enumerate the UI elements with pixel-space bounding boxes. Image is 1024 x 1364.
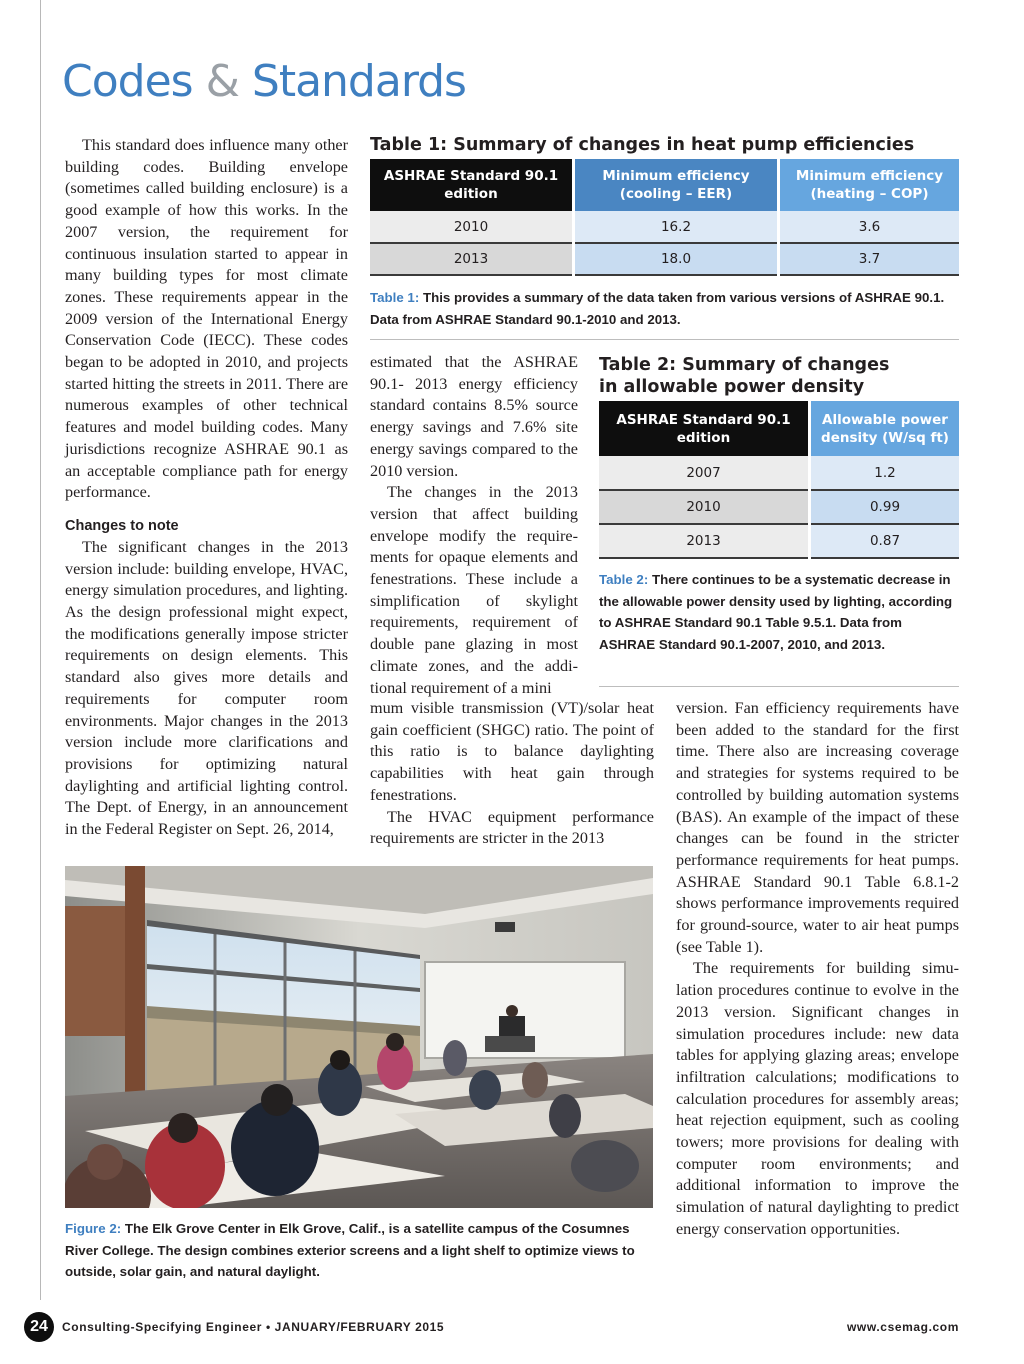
table2-cell: 2013 (599, 524, 810, 558)
table1-cell: 3.6 (779, 211, 960, 243)
table2-row (599, 456, 959, 490)
col2-paragraph-2-continued: mum visible transmission (VT)/solar heat gain coefficient (SHGC) ratio. The point of this ratio is to balance daylighting capabilities with heat gain through fenestrations. (370, 699, 654, 804)
col1-paragraph-2: The significant changes in the 2013 version include: building envelope, HVAC, energy simulation procedures, and lighting. As the design professional might expect, the modifications generally impose stricter requirements on design elements. This standard also gives more details and requirements for computer room environments. Major changes in the 2013 version include more clarifications and provisions for optimizing natural daylighting and artificial lighting control. The Dept. of Energy, in an announcement in the Federal Register on Sept. 26, 2014, (65, 537, 348, 839)
col2-paragraph-3: The HVAC equipment performance requirements are stricter in the 2013 (370, 807, 654, 848)
table1-header-cooling: Minimum efficiency (cooling – EER) (574, 159, 779, 211)
table1-title: Table 1: Summary of changes in heat pump efficiencies (370, 135, 915, 155)
table1-row (370, 243, 959, 275)
figure2-caption-text: The Elk Grove Center in Elk Grove, Calif., is a satellite campus of the Cosumnes River College. The design combines exterior screens and a light shelf to optimize views to outside, solar gain, and natural daylight. (65, 1221, 635, 1280)
table1 (370, 159, 959, 276)
table1-cell: 2013 (370, 243, 574, 275)
table2-cell: 0.87 (810, 524, 960, 558)
table1-caption-label: Table 1: (370, 290, 420, 305)
table2-cell: 2007 (599, 456, 810, 490)
col3-paragraph-2: The requirements for building simulation procedures continue to evolve in the 2013 version. Significant changes in simulation procedures include: new data tables for applying glazing areas; envelope infiltration calculations; modifications to calculation procedures for assembly areas; heat rejection equipment, such as cooling towers; more provisions for dealing with computer room environments; and additional information to improve the simulation of natural daylighting to predict energy conservation opportunities. (676, 959, 959, 1238)
table1-cell: 3.7 (779, 243, 960, 275)
table1-row (370, 211, 959, 243)
table2-row (599, 490, 959, 524)
col2-paragraph-2: The changes in the 2013 version that affect building envelope modify the requirements for opaque elements and fenestrations. These include a simplification of skylight requirements, requirement of double pane glazing in most climate zones, and the additional requirement of a mini (370, 483, 578, 697)
table2-divider (599, 686, 959, 687)
table2-cell: 2010 (599, 490, 810, 524)
table1-cell: 16.2 (574, 211, 779, 243)
page-margin-rule (40, 0, 41, 1300)
column-1 (65, 135, 348, 841)
table2-cell: 1.2 (810, 456, 960, 490)
table2 (599, 401, 959, 559)
table1-header-heating: Minimum efficiency (heating – COP) (779, 159, 960, 211)
table1-cell: 2010 (370, 211, 574, 243)
section-title: Codes & Standards (62, 56, 466, 107)
subhead-changes-to-note: Changes to note (65, 517, 179, 534)
table2-header-edition: ASHRAE Standard 90.1 edition (599, 401, 810, 456)
col1-paragraph-1: This standard does influence many other building codes. Building envelope (sometimes called building enclosure) is a good example of how this works. In the 2007 version, the requirement for continuous insulation started to appear in many building types for most climate zones. These requirements appear in the 2009 version of the International Energy Conservation Code (IECC). These codes began to be adopted in 2010, and projects started hitting the streets in 2011. There are numerous examples of other technical features and model building codes. Many jurisdictions recognize ASHRAE 90.1 as an acceptable compliance path for energy performance. (65, 136, 348, 502)
page-number-badge: 24 (24, 1312, 54, 1342)
figure2-photo-classroom (65, 866, 653, 1208)
column-3 (676, 698, 959, 1241)
table2-caption-text: There continues to be a systematic decrease in the allowable power density used by lighting, according to ASHRAE Standard 90.1 Table 9.5.1. Data from ASHRAE Standard 90.1-2007, 2010, and 2013. (599, 572, 953, 653)
table1-caption (370, 287, 960, 330)
column-2-upper (370, 352, 578, 699)
col2-paragraph-1: estimated that the ASHRAE 90.1- 2013 energy efficiency standard contains 8.5% source energy savings and 7.6% site energy savings compared to the 2010 version. (370, 353, 578, 480)
figure2-caption (65, 1218, 655, 1283)
table2-caption (599, 569, 959, 656)
table2-title: Table 2: Summary of changes in allowable power density (599, 355, 890, 397)
table1-cell: 18.0 (574, 243, 779, 275)
figure2-caption-label: Figure 2: (65, 1221, 122, 1236)
table2-caption-label: Table 2: (599, 572, 649, 587)
table2-header-power-density: Allowable power density (W/sq ft) (810, 401, 960, 456)
col3-paragraph-1: version. Fan efficiency requirements have been added to the standard for the first time. There also are increasing coverage and strategies for systems required to be controlled by building automation systems (BAS). An example of the impact of these changes can be found in the stricter performance requirements for heat pumps. ASHRAE Standard 90.1 Table 6.8.1-2 shows performance improvements required for ground-source, water to air heat pumps (see Table 1). (676, 699, 959, 956)
table2-cell: 0.99 (810, 490, 960, 524)
table1-divider (370, 339, 959, 340)
table2-row (599, 524, 959, 558)
ampersand: & (205, 56, 239, 107)
footer-publication: Consulting-Specifying Engineer • JANUARY/FEBRUARY 2015 (62, 1320, 445, 1334)
column-2-lower (370, 698, 654, 850)
table1-header-edition: ASHRAE Standard 90.1 edition (370, 159, 574, 211)
footer-url[interactable]: www.csemag.com (847, 1320, 959, 1334)
table1-caption-text: This provides a summary of the data taken from various versions of ASHRAE 90.1. Data from ASHRAE Standard 90.1-2010 and 2013. (370, 290, 945, 327)
